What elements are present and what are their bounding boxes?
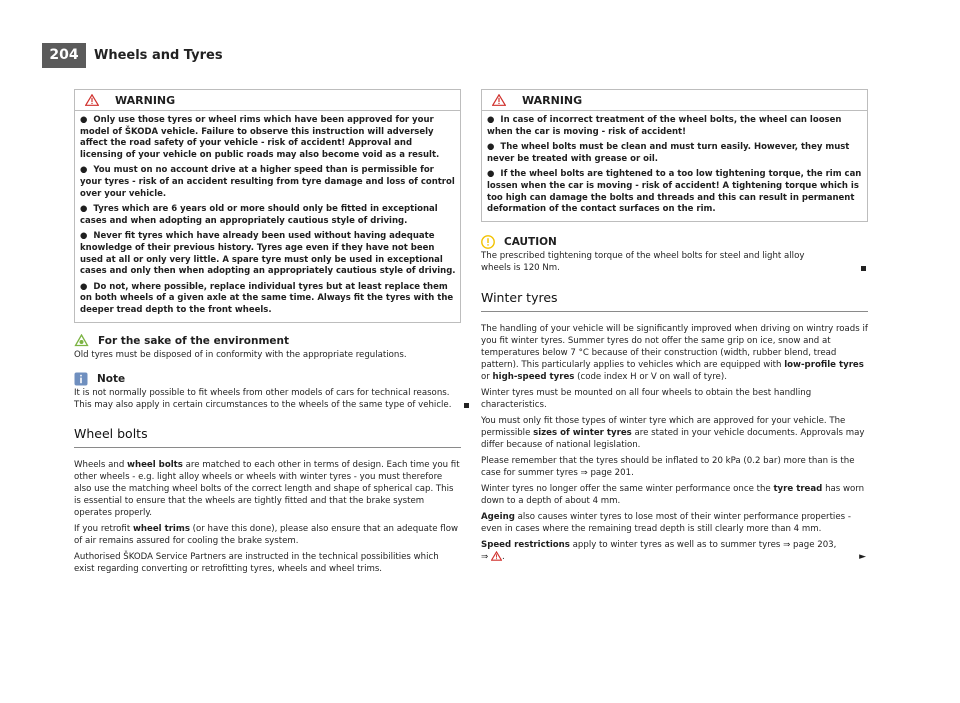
paragraph: Winter tyres must be mounted on all four wheels to obtain the best handling characteristics. — [481, 387, 812, 410]
caution-icon — [481, 235, 495, 249]
warning-triangle-icon — [492, 94, 506, 106]
paragraph: Speed restrictions apply to winter tyres as well as to summer tyres ⇒ page 203, ⇒ . ► — [481, 539, 866, 562]
right-column — [481, 89, 868, 563]
left-column — [74, 89, 461, 575]
note-heading: Note — [97, 372, 126, 385]
note-text: It is not normally possible to fit wheels from other models of cars for technical reasons. This may also apply in certain circumstances to the wheels of the same type of vehicle. — [74, 387, 461, 411]
paragraph: The handling of your vehicle will be significantly improved when driving on wintry roads if you fit winter tyres. Summer tyres do not offer the same grip on ice, snow and at temperatures below 7 °C because of their construction (width, rubber blend, tread pattern). This particularly applies to vehicles which are equipped with low-profile tyres or high-speed tyres (code index H or V on wall of tyre). — [481, 323, 868, 382]
caution-notice — [481, 235, 868, 274]
page-ref-arrow[interactable]: ⇒ — [481, 551, 489, 562]
paragraph: Ageing also causes winter tyres to lose most of their winter performance properties - even in cases where the remaining tread depth is still clearly more than 4 mm. — [481, 511, 851, 534]
warning-header — [75, 90, 460, 111]
continue-arrow-icon: ► — [859, 551, 866, 562]
section-end-marker — [464, 403, 469, 408]
paragraph: Wheels and wheel bolts are matched to each other in terms of design. Each time you fit other wheels - e.g. light alloy wheels or wheels with winter tyres - you must therefore also use the matching wheel bolts of the correct length and shape of spherical cap. This is essential to ensure that the wheels are tightly fitted and that the brake system operates properly. — [74, 459, 460, 518]
warning-header — [482, 90, 867, 111]
chapter-title: Wheels and Tyres — [94, 48, 223, 63]
warning-item: ● Tyres which are 6 years old or more should only be fitted in exceptional cases and when adopting an appropriately cautious style of driving. — [80, 204, 438, 226]
section-title-winter-tyres: Winter tyres — [481, 290, 868, 312]
warning-item: ● Only use those tyres or wheel rims which have been approved for your model of ŠKODA vehicle. Failure to observe this instruction will adversely affect the road safety of your vehicle - risk of accident! Approval and licensing of your vehicle on public roads may also become void as a result. — [80, 115, 440, 160]
info-icon — [74, 372, 88, 386]
warning-item: ● Do not, where possible, replace individual tyres but at least replace them on both wheels of a given axle at the same time. Always fit the tyres with the deeper tread depth to the front wheels. — [80, 281, 454, 315]
recycle-leaf-icon — [74, 334, 89, 347]
section-title-wheel-bolts: Wheel bolts — [74, 426, 461, 448]
page-number: 204 — [42, 43, 86, 68]
note-notice — [74, 372, 461, 411]
section-end-marker — [861, 266, 866, 271]
warning-heading: WARNING — [115, 93, 176, 107]
paragraph: Winter tyres no longer offer the same winter performance once the tyre tread has worn down to a depth of about 4 mm. — [481, 483, 865, 506]
paragraph: You must only fit those types of winter tyre which are approved for your vehicle. The permissible sizes of winter tyres are stated in your vehicle documents. Approvals may differ because of national legislation. — [481, 415, 865, 450]
warning-box — [74, 89, 461, 323]
warning-heading: WARNING — [522, 93, 583, 107]
caution-text: The prescribed tightening torque of the wheel bolts for steel and light alloy wheels is 120 Nm. — [481, 250, 868, 274]
paragraph: If you retrofit wheel trims (or have this done), please also ensure that an adequate flow of air remains assured for cooling the brake system. — [74, 523, 458, 546]
warning-item: ● Never fit tyres which have already been used without having adequate knowledge of their previous history. Tyres age even if they have not been used at all or only very little. A spare tyre must only be used in exceptional cases and only then when adopting an appropriately cautious style of driving. — [80, 231, 456, 277]
environment-text: Old tyres must be disposed of in conformity with the appropriate regulations. — [74, 349, 407, 360]
paragraph: Please remember that the tyres should be inflated to 20 kPa (0.2 bar) more than is the case for summer tyres ⇒ page 201. — [481, 455, 855, 478]
warning-item: ● In case of incorrect treatment of the wheel bolts, the wheel can loosen when the car is moving - risk of accident! — [487, 115, 842, 137]
warning-item: ● If the wheel bolts are tightened to a too low tightening torque, the rim can lossen when the car is moving - risk of accident! A tightening torque which is too high can damage the bolts and threads and this can result in permanent deformation of the contact surfaces on the rim. — [487, 169, 862, 215]
paragraph: Authorised ŠKODA Service Partners are instructed in the technical possibilities which exist regarding converting or retrofitting tyres, wheels and wheel trims. — [74, 551, 439, 574]
warning-item: ● You must on no account drive at a higher speed than is permissible for your tyres - risk of an accident resulting from tyre damage and loss of control over your vehicle. — [80, 165, 455, 199]
environment-notice — [74, 334, 461, 361]
environment-heading: For the sake of the environment — [98, 334, 290, 347]
warning-triangle-icon — [85, 94, 99, 106]
caution-heading: CAUTION — [504, 235, 557, 248]
warning-box — [481, 89, 868, 222]
warning-triangle-icon[interactable] — [491, 551, 502, 561]
warning-item: ● The wheel bolts must be clean and must turn easily. However, they must never be treated with grease or oil. — [487, 142, 850, 164]
page-header — [42, 43, 223, 68]
